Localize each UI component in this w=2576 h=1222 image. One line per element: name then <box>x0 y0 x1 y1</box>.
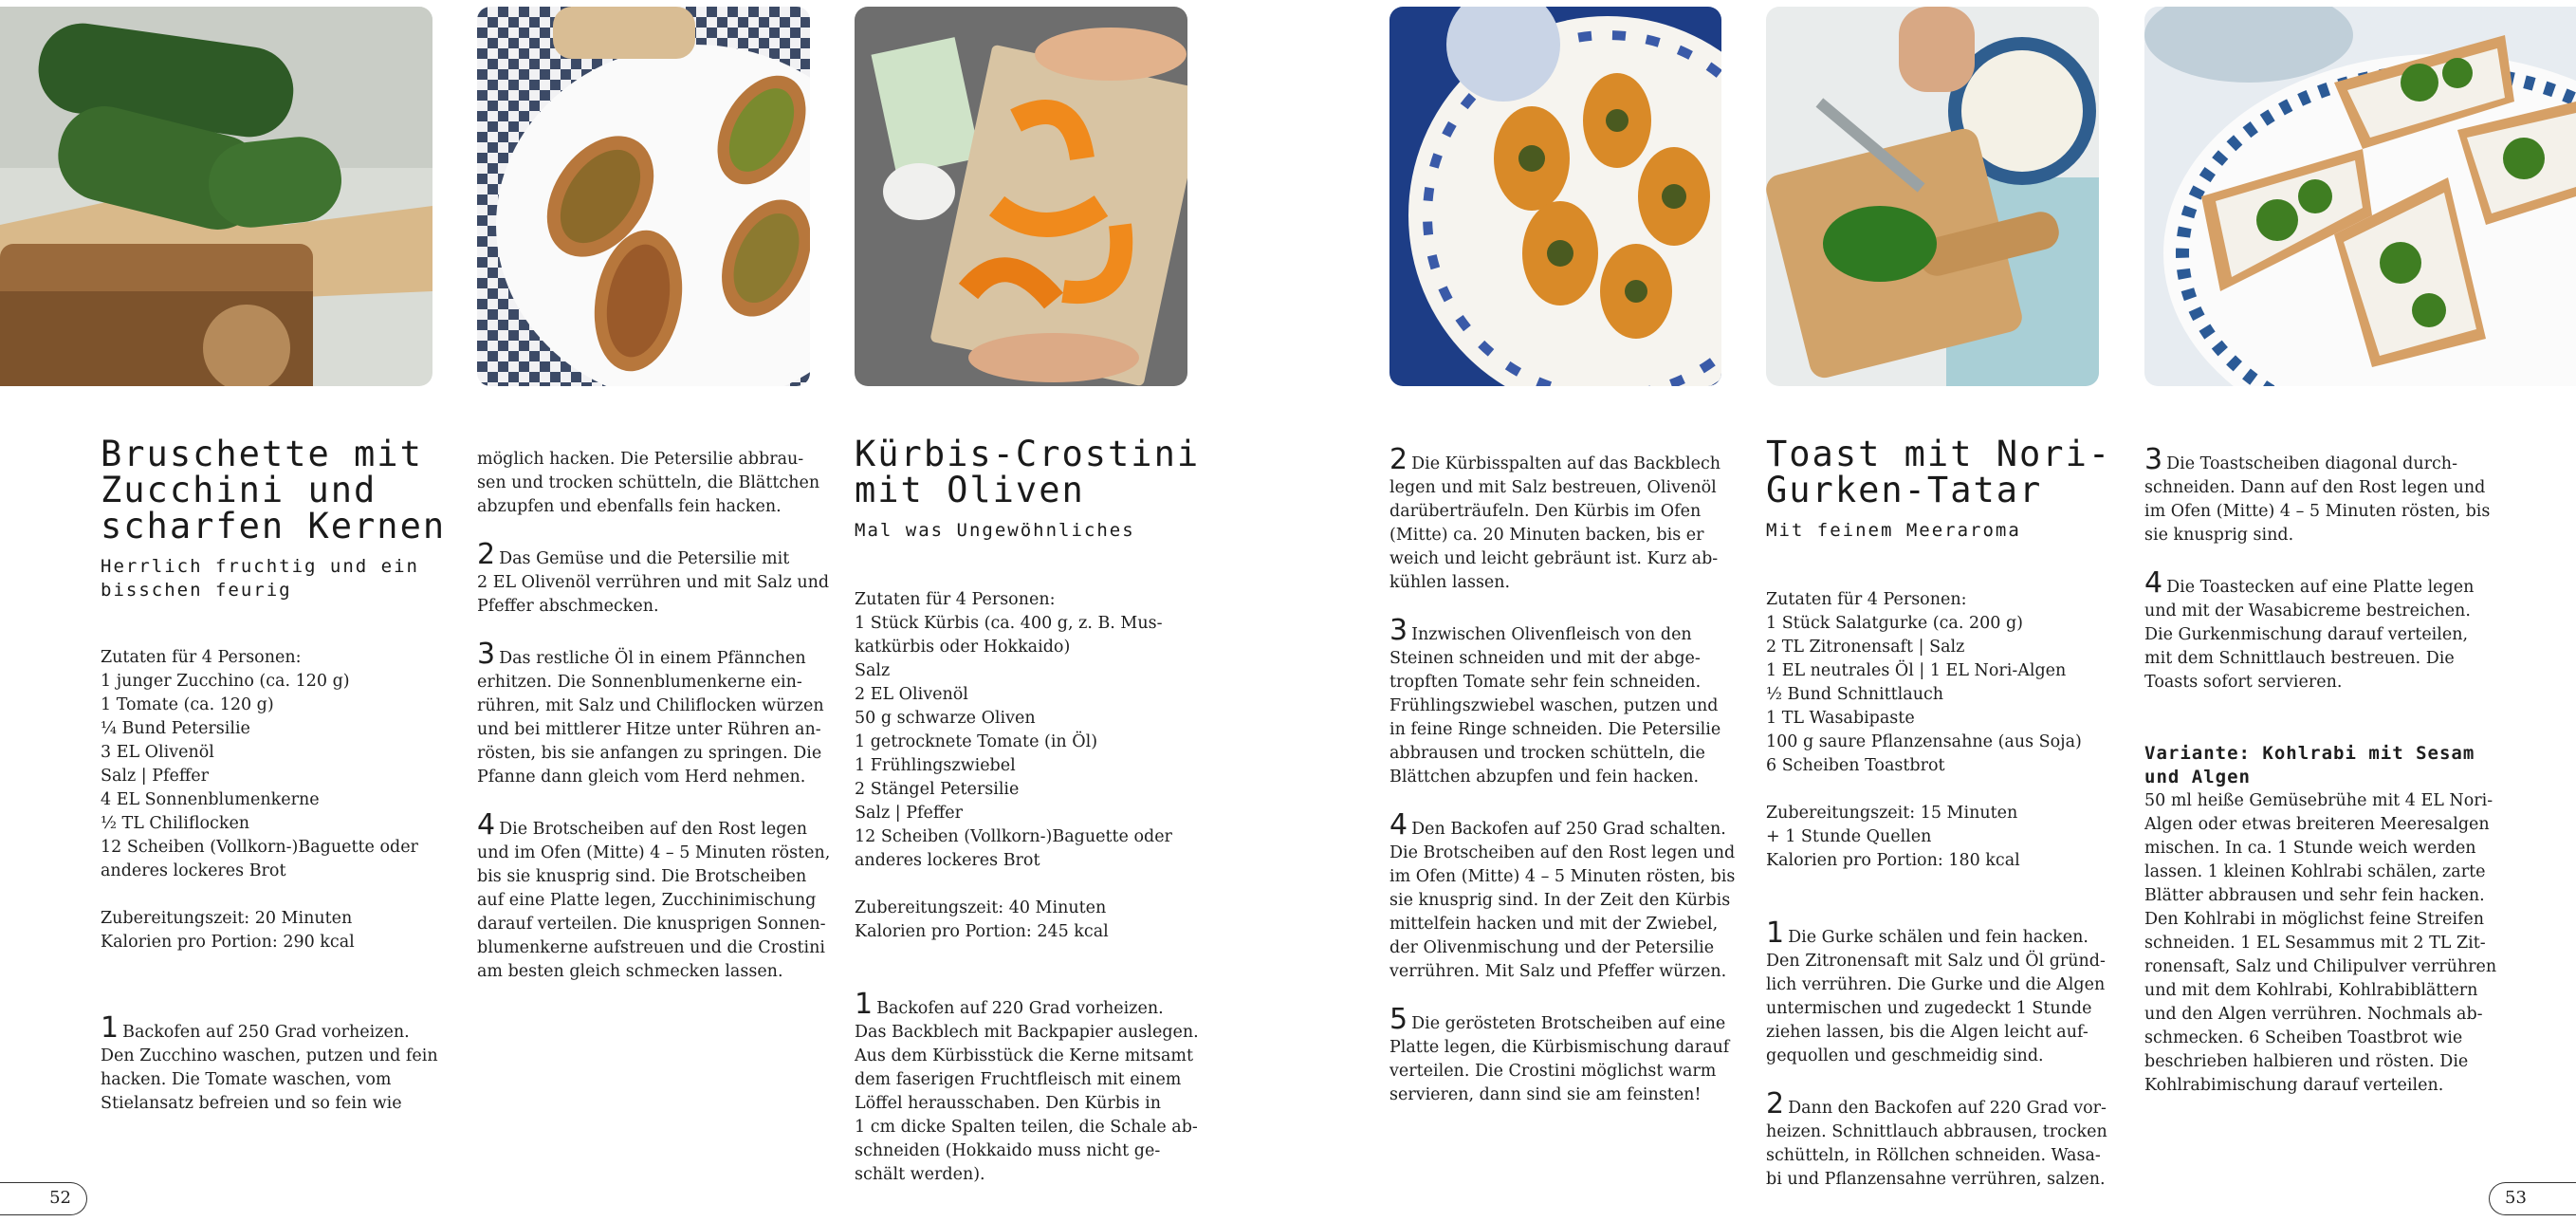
yogurt-chives-photo <box>1766 7 2099 386</box>
ingredients-bruschette: Zutaten für 4 Personen: 1 junger Zucchino (ca. 120 g) 1 Tomate (ca. 120 g) ¼ Bund Petersilie 3 EL Olivenöl Salz | Pfeffer 4 EL Sonnenblumenkerne ½ TL Chiliflocken 12 Scheiben (Vollkorn-)Baguette oder anderes lockeres Brot Zubereitungszeit: 20 Minuten Kalorien pro Portion: 290 kcal <box>101 646 418 954</box>
calories: Kalorien pro Portion: 290 kcal <box>101 933 355 952</box>
crostini-plate-photo <box>1389 7 1721 386</box>
calories: Kalorien pro Portion: 245 kcal <box>855 922 1109 941</box>
prep-time: Zubereitungszeit: 15 Minuten <box>1766 804 2018 823</box>
variant-title: Variante: Kohlrabi mit Sesam <box>2144 743 2475 764</box>
pumpkin-tray-photo <box>855 7 1187 386</box>
ingredients-toast: Zutaten für 4 Personen: 1 Stück Salatgurke (ca. 200 g) 2 TL Zitronensaft | Salz 1 EL neutrales Öl | 1 EL Nori-Algen ½ Bund Schnittlauch 1 TL Wasabipaste 100 g saure Pflanzensahne (aus Soja) 6 Scheiben Toastbrot Zubereitungszeit: 15 Minuten + 1 Stunde Quellen Kalorien pro Portion: 180 kcal <box>1766 588 2082 873</box>
step-1-kuerbis: 1 Backofen auf 220 Grad vorheizen. Das Backblech mit Backpapier auslegen. Aus dem Kürbisstück die Kerne mitsamt dem faserigen Fruchtfleisch mit einem Löffel herausschaben. Den Kürbis in 1 cm dicke Spalten teilen, die Schale ab- schneiden (Hokkaido muss nicht ge- schält werden). <box>855 988 1199 1184</box>
recipe-subtitle-toast: Mit feinem Meeraroma <box>1766 520 2021 541</box>
recipe-title-kuerbis: Kürbis-Crostini mit Oliven <box>855 434 1201 510</box>
steps-bruschette-continued: möglich hacken. Die Petersilie abbrau- sen und trocken schütteln, die Blättchen abzupfen und ebenfalls fein hacken. 2 Das Gemüse und die Petersilie mit 2 EL Olivenöl verrühren und mit Salz und Pfeffer abschmecken. 3 Das restliche Öl in einem Pfännchen erhitzen. Die Sonnenblumenkerne ein- rühren, mit Salz und Chiliflocken würzen und bei mittlerer Hitze unter Rühren an- rösten, bis sie anfangen zu springen. Die Pfanne dann gleich vom Herd nehmen. 4 Die Brotscheiben auf den Rost legen und im Ofen (Mitte) 4 – 5 Minuten rösten, bis sie knusprig sind. Die Brotscheiben auf eine Platte legen, Zucchinimischung darauf verteilen. Die knusprigen Sonnen- blumenkerne aufstreuen und die Crostini am besten gleich schmecken lassen. <box>477 450 831 981</box>
steps-toast-continued: 3 Die Toastscheiben diagonal durch- schneiden. Dann auf den Rost legen und im Ofen (Mitte) 4 – 5 Minuten rösten, bis sie knusprig sind. 4 Die Toastecken auf eine Platte legen und mit der Wasabicreme bestreichen. Die Gurkenmischung darauf verteilen, mit dem Schnittlauch bestreuen. Die Toasts sofort servieren. Variante: Kohlrabi mit Sesam und Algen 50 ml heiße Gemüsebrühe mit 4 EL Nori- Algen oder etwas breiteren Meeresalgen mischen. In ca. 1 Stunde weich werden lassen. 1 kleinen Kohlrabi schälen, zarte Blätter abbrausen und sehr fein hacken. Den Kohlrabi in möglichst feine Streifen schneiden. 1 EL Sesammus mit 2 TL Zit- ronensaft, Salz und Chilipulver verrühren und mit dem Kohlrabi, Kohlrabiblättern und den Algen verrühren. Nochmals ab- schmecken. 6 Scheiben Toastbrot wie beschrieben halbieren und rösten. Die Kohlrabimischung darauf verteilen. <box>2144 443 2497 1095</box>
zucchini-photo <box>0 7 432 386</box>
ingredients-kuerbis: Zutaten für 4 Personen: 1 Stück Kürbis (ca. 400 g, z. B. Mus- katkürbis oder Hokkaido) Salz 2 EL Olivenöl 50 g schwarze Oliven 1 getrocknete Tomate (in Öl) 1 Frühlingszwiebel 2 Stängel Petersilie Salz | Pfeffer 12 Scheiben (Vollkorn-)Baguette oder anderes lockeres Brot Zubereitungszeit: 40 Minuten Kalorien pro Portion: 245 kcal <box>855 588 1172 944</box>
page-number-right: 53 <box>2489 1182 2576 1215</box>
steps-kuerbis-continued: 2 Die Kürbisspalten auf das Backblech legen und mit Salz bestreuen, Olivenöl darüberträufeln. Den Kürbis im Ofen (Mitte) ca. 20 Minuten backen, bis er weich und leicht gebräunt ist. Kurz ab- kühlen lassen. 3 Inzwischen Olivenfleisch von den Steinen schneiden und mit der abge- tropften Tomate sehr fein schneiden. Frühlingszwiebel waschen, putzen und in feine Ringe schneiden. Die Petersilie abbrausen und trocken schütteln, die Blättchen abzupfen und fein hacken. 4 Den Backofen auf 250 Grad schalten. Die Brotscheiben auf den Rost legen und im Ofen (Mitte) 4 – 5 Minuten rösten, bis sie knusprig sind. In der Zeit den Kürbis mittelfein hacken und mit der Zwiebel, der Olivenmischung und der Petersilie verrühren. Mit Salz und Pfeffer würzen. 5 Die gerösteten Brotscheiben auf eine Platte legen, die Kürbismischung darauf verteilen. Die Crostini möglichst warm servieren, dann sind sie am feinsten! <box>1389 443 1736 1104</box>
calories: Kalorien pro Portion: 180 kcal <box>1766 851 2020 870</box>
soak-time: + 1 Stunde Quellen <box>1766 827 1932 846</box>
steps-toast: 1 Die Gurke schälen und fein hacken. Den Zitronensaft mit Salz und Öl gründ- lich verrühren. Die Gurke und die Algen untermischen und zugedeckt 1 Stunde ziehen lassen, bis die Algen leicht auf- gequollen und geschmeidig sind. 2 Dann den Backofen auf 220 Grad vor- heizen. Schnittlauch abbrausen, trocken schütteln, in Röllchen schneiden. Wasa- bi und Pflanzensahne verrühren, salzen. <box>1766 916 2107 1189</box>
bruschetta-photo <box>477 7 810 386</box>
prep-time: Zubereitungszeit: 20 Minuten <box>101 909 353 928</box>
page-number-left: 52 <box>0 1182 87 1215</box>
nori-toast-photo <box>2144 7 2576 386</box>
recipe-title-bruschette: Bruschette mit Zucchini und scharfen Kernen <box>101 434 447 546</box>
recipe-subtitle-kuerbis: Mal was Ungewöhnliches <box>855 520 1135 541</box>
recipe-subtitle-bruschette: Herrlich fruchtig und ein bisschen feurig <box>101 556 419 601</box>
step-1-bruschette: 1 Backofen auf 250 Grad vorheizen. Den Zucchino waschen, putzen und fein hacken. Die Tomate waschen, vom Stielansatz befreien und so fein wie <box>101 1011 438 1113</box>
prep-time: Zubereitungszeit: 40 Minuten <box>855 898 1107 917</box>
recipe-title-toast: Toast mit Nori- Gurken-Tatar <box>1766 434 2112 510</box>
